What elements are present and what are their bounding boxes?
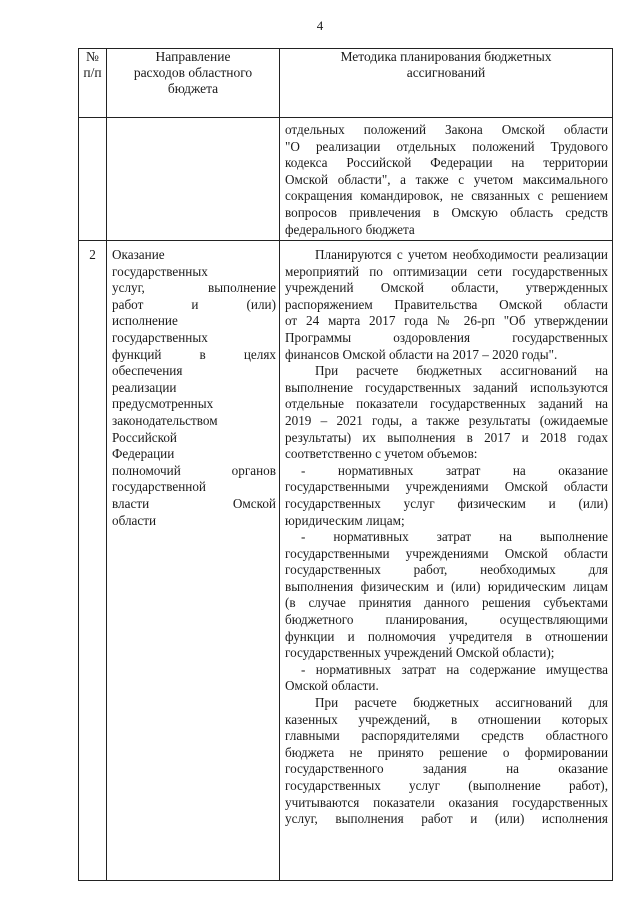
methodology-line: - нормативных затрат на содержание имущества — [301, 661, 608, 677]
header-methodology — [280, 49, 613, 118]
methodology-line: 2019 – 2021 годы, а также результаты (ожидаемые — [285, 412, 608, 428]
cell-number-empty — [79, 118, 107, 241]
direction-line: полномочий органов — [112, 462, 276, 478]
direction-line: услуг, выполнение — [112, 280, 276, 296]
direction-line: работ и (или) — [112, 296, 276, 312]
methodology-line: государственных учреждений Омской области); — [285, 645, 555, 661]
continuation-line: вопросов привлечения в Омскую область средств — [285, 204, 608, 220]
methodology-line: результаты) их выполнения в 2017 и 2018 годах — [285, 429, 608, 445]
table-row-2 — [79, 241, 613, 881]
methodology-line: учреждений Омской области, утвержденных — [285, 280, 608, 296]
methodology-line: государственных услуг (выполнение работ), — [285, 778, 608, 793]
methodology-line: финансов Омской области на 2017 – 2020 годы". — [285, 346, 558, 362]
cell-methodology — [280, 241, 613, 881]
methodology-line: выполнения физическим и (или) юридическим лицам — [285, 578, 608, 594]
methodology-line: услуг, выполнения работ и (или) исполнения — [285, 811, 608, 827]
methodology-line: мероприятий по оптимизации сети государственных — [285, 263, 608, 279]
header-direction-line: бюджета — [167, 81, 219, 96]
continuation-line: федерального бюджета — [285, 221, 415, 237]
continuation-text — [280, 118, 612, 238]
direction-line: функций в целях — [112, 346, 276, 362]
continuation-line: отдельных положений Закона Омской области — [285, 122, 608, 137]
direction-line: Оказание — [112, 247, 165, 262]
methodology-line: Омской области. — [285, 678, 379, 694]
methodology-line: государственных услуг физическим и (или) — [285, 495, 608, 511]
header-direction-line: расходов областного — [133, 65, 253, 80]
header-number-line: № — [86, 49, 99, 64]
header-methodology-line: Методика планирования бюджетных — [340, 49, 552, 64]
continuation-line: кодекса Российской Федерации на территории — [285, 155, 608, 171]
cell-direction — [107, 241, 280, 881]
methodology-line: - нормативных затрат на оказание — [301, 462, 608, 478]
continuation-line: "О реализации отдельных положений Трудового — [285, 138, 608, 154]
methodology-line: Программы оздоровления государственных — [285, 329, 608, 345]
header-direction-line: Направление — [155, 49, 231, 64]
table-header-row — [79, 49, 613, 118]
continuation-line: Омской области", а также с учетом максимального — [285, 171, 608, 187]
cell-direction-empty — [107, 118, 280, 241]
methodology-line: от 24 марта 2017 года № 26-рп "Об утверждении — [285, 313, 608, 329]
methodology-line: юридическим лицам; — [285, 512, 405, 528]
methodology-line: бюджетного планирования, осуществляющими — [285, 612, 608, 628]
methodology-line: казенных учреждений, в отношении которых — [285, 711, 608, 727]
direction-line: государственных — [112, 263, 208, 279]
header-number-line: п/п — [83, 65, 102, 80]
page-number: 4 — [316, 18, 324, 33]
methodology-line: учитываются показатели оказания государственных — [285, 794, 608, 810]
methodology-line: (в случае принятия данного решения субъектами — [285, 595, 608, 611]
methodology-line: - нормативных затрат на выполнение — [301, 529, 608, 545]
table-row-continuation — [79, 118, 613, 241]
methodology-line: функции и полномочия учредителя в отношении — [285, 628, 608, 644]
direction-line: государственных — [112, 329, 208, 345]
methodology-line: соответственно с учетом объемов: — [285, 446, 478, 462]
methodology-line: государственными учреждениями Омской области — [285, 479, 608, 495]
methodology-line: распоряжением Правительства Омской области — [285, 296, 608, 312]
header-methodology-line: ассигнований — [406, 65, 486, 80]
methodology-line: государственных работ, необходимых для — [285, 562, 608, 578]
methodology-line: выполнение государственных заданий используются — [285, 379, 608, 395]
budget-methodology-table — [78, 48, 613, 881]
methodology-text — [280, 241, 612, 828]
cell-methodology-continuation — [280, 118, 613, 241]
continuation-line: сокращения командировок, не связанных с решением — [285, 188, 608, 204]
direction-line: государственной — [112, 479, 206, 495]
methodology-line: При расчете бюджетных ассигнований на — [315, 363, 608, 379]
direction-text — [107, 241, 279, 529]
direction-line: обеспечения — [112, 363, 183, 379]
direction-line: власти Омской — [112, 495, 276, 511]
direction-line: области — [112, 512, 157, 528]
header-direction — [107, 49, 280, 118]
direction-line: законодательством — [112, 412, 218, 428]
row-number: 2 — [79, 241, 107, 881]
direction-line: Российской — [112, 429, 177, 445]
methodology-line: главными распорядителями средств областного — [285, 728, 608, 744]
direction-line: исполнение — [112, 313, 178, 329]
methodology-line: бюджета не принято решение о формировании — [285, 744, 608, 760]
methodology-line: отдельные показатели государственных заданий на — [285, 396, 608, 412]
methodology-line: государственными учреждениями Омской области — [285, 545, 608, 561]
direction-line: Федерации — [112, 446, 175, 462]
methodology-line: Планируются с учетом необходимости реализации — [315, 247, 608, 262]
direction-line: реализации — [112, 379, 177, 395]
header-number — [79, 49, 107, 118]
methodology-line: государственного задания на оказание — [285, 761, 608, 777]
methodology-line: При расчете бюджетных ассигнований для — [315, 695, 608, 711]
direction-line: предусмотренных — [112, 396, 214, 412]
